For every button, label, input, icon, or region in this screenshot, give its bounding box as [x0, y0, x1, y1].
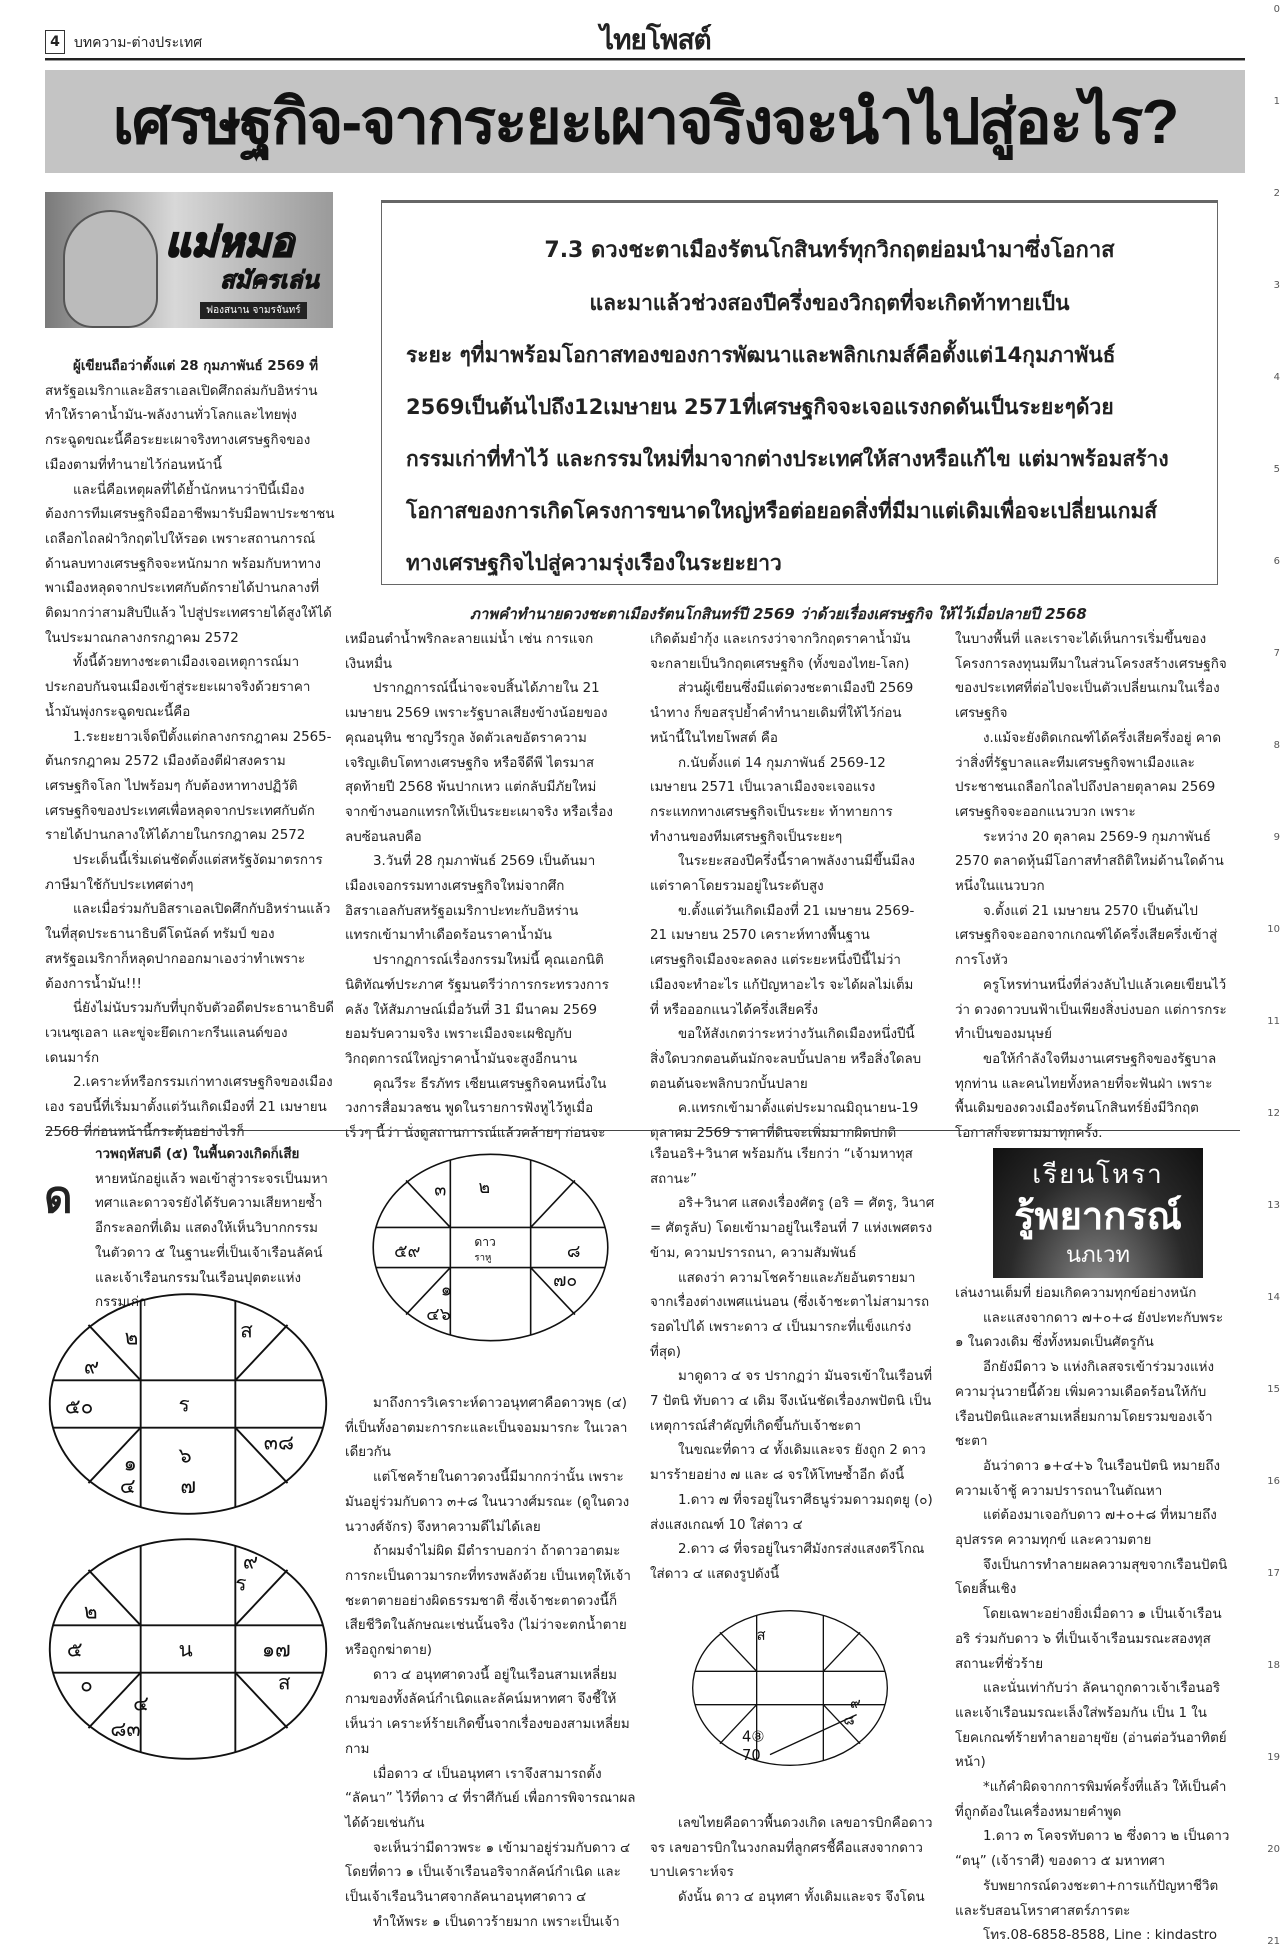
- paragraph: ระหว่าง 20 ตุลาคม 2569-9 กุมภาพันธ์ 2570 ตลาดหุ้นมีโอกาสทำสถิติใหม่ด้านใดด้านหนึ่งในแนวบวก: [955, 829, 1224, 895]
- paragraph: แต่โชคร้ายในดาวดวงนี้มีมากกว่านั้น เพราะมันอยู่ร่วมกับดาว ๓+๘ ในนวางศ์มรณะ (ดูในดวงนวางศ์จักร) จึงหาความดีไม่ได้เลย: [345, 1470, 630, 1535]
- prediction-box: [381, 200, 1218, 585]
- chart-label: ๔๖: [426, 1304, 451, 1325]
- chart-label: ๑๗: [261, 1637, 291, 1662]
- paragraph: อริ+วินาศ แสดงเรื่องศัตรู (อริ = ศัตรู, วินาศ = ศัตรูลับ) โดยเข้ามาอยู่ในเรือนที่ 7 แห่งเพศตรงข้าม, ความปรารถนา, ความสัมพันธ์: [650, 1196, 935, 1261]
- chart-label: ๘: [566, 1242, 581, 1263]
- astro-lead-text: าวพฤหัสบดี (๕) ในพื้นดวงเกิดก็เสีย: [95, 1147, 300, 1162]
- chart-label: ๑: [440, 1280, 452, 1301]
- ruler-mark: 18: [1267, 1660, 1280, 1671]
- ruler-mark: 11: [1267, 1016, 1280, 1027]
- paragraph: เล่นงานเต็มที่ ย่อมเกิดความทุกข์อย่างหนัก: [955, 1286, 1197, 1301]
- box-line: และมาแล้วช่วงสองปีครึ่งของวิกฤตที่จะเกิดท้าทายเป็น: [589, 291, 1070, 315]
- chart-label: ๘: [843, 1711, 855, 1729]
- paragraph: ในบางพื้นที่ และเราจะได้เห็นการเริ่มขึ้นของโครงการลงทุนมหึมาในส่วนโครงสร้างเศรษฐกิจของประเทศที่ต่อไปจะเป็นตัวเปลี่ยนเกมในเรื่องเศรษฐกิจ: [955, 632, 1227, 722]
- paragraph: และแสงจากดาว ๗+๐+๘ ยังปะทะกับพระ ๑ ในดวงเดิม ซึ่งทั้งหมดเป็นศัตรูกัน: [955, 1310, 1224, 1351]
- ruler-mark: 14: [1267, 1292, 1280, 1303]
- paragraph: ทำให้พระ ๑ เป็นดาวร้ายมาก เพราะเป็นเจ้า: [373, 1914, 620, 1930]
- article-column-1: [45, 355, 335, 1146]
- box-line: กรรมเก่าที่ทำไว้ และกรรมใหม่ที่มาจากต่างประเทศให้สางหรือแก้ไข แต่มาพร้อมสร้าง: [406, 447, 1169, 471]
- chart-label: ๙: [850, 1695, 861, 1712]
- chart-label: ๒: [124, 1325, 139, 1350]
- box-line: 7.3 ดวงชะตาเมืองรัตนโกสินทร์ทุกวิกฤตย่อมนำมาซึ่งโอกาส: [544, 238, 1115, 263]
- paragraph: จะเห็นว่ามีดาวพระ ๑ เข้ามาอยู่ร่วมกับดาว ๔ โดยที่ดาว ๑ เป็นเจ้าเรือนอริจากลัคน์กำเนิด และเป็นเจ้าเรือนวินาศจากลัคนาอนุทศาดาว ๔: [345, 1840, 631, 1906]
- chart-divider: [531, 1180, 575, 1227]
- ruler-mark: 8: [1273, 740, 1280, 751]
- chart-label: ๗: [180, 1473, 197, 1498]
- ruler-mark: 16: [1267, 1476, 1280, 1487]
- astro-column-2: [345, 1392, 637, 1935]
- paragraph: ทั้งนี้ด้วยทางชะตาเมืองเจอเหตุการณ์มาประกอบกันจนเมืองเข้าสู่ระยะเผาจริงด้วยราคาน้ำมันพุ่งกระฉูดขณะนี้คือ: [45, 655, 311, 720]
- chart-divider: [720, 1632, 757, 1671]
- paragraph: และนั่นเท่ากับว่า ลัคนาถูกดาวเจ้าเรือนอริและเจ้าเรือนมรณะเล็งใส่พร้อมกัน เป็น 1 ในโยคเกณฑ์ร้ายทำลายอายุขัย (อ่านต่อวันอาทิตย์หน้า): [955, 1681, 1227, 1771]
- header-rule: [45, 58, 1245, 61]
- ruler-mark: 19: [1267, 1752, 1280, 1763]
- chart-label: ส: [756, 1627, 766, 1644]
- chart-divider: [823, 1632, 860, 1671]
- chart-label: ๙: [242, 1549, 259, 1574]
- chart-label: ร: [178, 1392, 190, 1417]
- transit-chart: [690, 1578, 890, 1798]
- paragraph: ประเด็นนี้เริ่มเด่นชัดตั้งแต่สหรัฐงัดมาตรการภาษีมาใช้กับประเทศต่างๆ: [45, 853, 323, 893]
- paragraph: โดยเฉพาะอย่างยิ่งเมื่อดาว ๑ เป็นเจ้าเรือนอริ ร่วมกับดาว ๖ ที่เป็นเจ้าเรือนมรณะสองทุสสถานะที่ชั่วร้าย: [955, 1607, 1222, 1672]
- paragraph: ค.แทรกเข้ามาตั้งแต่ประมาณมิถุนายน-19 ตุลาคม 2569 ราคาที่ดินจะเพิ่มมากผิดปกติ: [650, 1101, 919, 1142]
- ruler-mark: 17: [1267, 1568, 1280, 1579]
- banner-line-2: รู้พยากรณ์: [1014, 1194, 1182, 1238]
- paragraph: ดาว ๔ อนุทศาดวงนี้ อยู่ในเรือนสามเหลี่ยมกามของทั้งลัคน์กำเนิดและลัคน์มหาทศา จึงชี้ให้เห็นว่า เคราะห์ร้ายเกิดขึ้นจากเรื่องของสามเหลี่ยมกาม: [345, 1667, 630, 1757]
- aspect-arrow: [770, 1715, 857, 1755]
- columnist-badge: [45, 192, 333, 328]
- chart-label: ส: [240, 1318, 253, 1343]
- paragraph: และนี่คือเหตุผลที่ได้ย้ำนักหนาว่าปีนี้เมืองต้องการทีมเศรษฐกิจมืออาชีพมารับมือพาประชาชนเถลือกไถลฝ่าวิกฤตไปให้รอด เพราะสถานการณ์ด้านลบทางเศรษฐกิจจะหนักมาก พร้อมกับหาทางพาเมืองหลุดจากประเทศกับดักรายได้ปานกลางที่ติดมากว่าสามสิบปีแล้ว ไปสู่ประเทศรายได้สูงให้ได้ในประมาณกลางกรกฎาคม 2572: [45, 482, 335, 646]
- column-subname: สมัครเล่น: [220, 266, 319, 294]
- paragraph: สหรัฐอเมริกาและอิสราเอลเปิดศึกถล่มกับอิหร่าน ทำให้ราคาน้ำมัน-พลังงานทั่วโลกและไทยพุ่งกระฉูดขณะนี้คือระยะเผาจริงทางเศรษฐกิจของเมืองตามที่ทำนายไว้ก่อนหน้านี้: [45, 383, 318, 473]
- astro-column-3: [650, 1143, 935, 1588]
- chart-label: ๕๐: [64, 1394, 94, 1419]
- chart-label: ๕: [66, 1637, 83, 1662]
- paragraph: เกิดต้มยำกุ้ง และเกรงว่าจากวิกฤตราคาน้ำมันจะกลายเป็นวิกฤตเศรษฐกิจ (ทั้งของไทย-โลก): [650, 632, 911, 672]
- astro-column-banner: [993, 1148, 1203, 1278]
- ruler-mark: 12: [1267, 1108, 1280, 1119]
- paragraph: 1.ดาว ๓ โคจรทับดาว ๒ ซึ่งดาว ๒ เป็นดาว “ตนุ” (เจ้าราศี) ของดาว ๕ มหาทศา: [955, 1829, 1230, 1870]
- chart-label: 70: [742, 1747, 761, 1764]
- section-label: บทความ-ต่างประเทศ: [74, 35, 203, 51]
- newspaper-logo: ไทยโพสต์: [600, 24, 711, 55]
- chart-label: ๓๘: [263, 1430, 295, 1455]
- paragraph: แสดงว่า ความโชคร้ายและภัยอันตรายมาจากเรื่องต่างเพศแน่นอน (ซึ่งเจ้าชะตาไม่สามารถรอดไปได้ เพราะดาว ๔ เป็นมารกะที่แข็งแกร่งที่สุด): [650, 1270, 930, 1360]
- ruler-mark: 6: [1273, 556, 1280, 567]
- paragraph: แต่ต้องมาเจอกับดาว ๗+๐+๘ ที่หมายถึงอุปสรรค ความทุกข์ และความตาย: [955, 1508, 1217, 1549]
- box-line: ทางเศรษฐกิจไปสู่ความรุ่งเรืองในระยะยาว: [406, 551, 782, 575]
- paragraph: ขอให้กำลังใจทีมงานเศรษฐกิจของรัฐบาลทุกท่าน และคนไทยทั้งหลายที่จะฟันฝ่า เพราะพื้นเดิมของดวงเมืองรัตนโกสินทร์ยิ่งมีวิกฤตโอกาสก็จะตามมาทุกครั้ง.: [955, 1051, 1217, 1142]
- astro-lead: [95, 1143, 330, 1311]
- paragraph: ก.นับตั้งแต่ 14 กุมภาพันธ์ 2569-12 เมษายน 2571 เป็นเวลาเมืองจะเจอแรงกระแทกทางเศรษฐกิจเป็นระยะ ท้าทายการทำงานของทีมเศรษฐกิจเป็นระยะๆ: [650, 755, 893, 845]
- paragraph: เรือนอริ+วินาศ พร้อมกัน เรียกว่า “เจ้ามหาทุสสถานะ”: [650, 1147, 913, 1187]
- article-column-3: [650, 628, 922, 1147]
- ruler-mark: 4: [1273, 372, 1280, 383]
- ruler-mark: 5: [1273, 464, 1280, 475]
- chart-label: ๗๐: [553, 1271, 578, 1292]
- birth-chart: [46, 1288, 330, 1520]
- paragraph: 1.ดาว ๗ ที่จรอยู่ในราศีธนูร่วมดาวมฤตยู (๐) ส่งแสงเกณฑ์ 10 ใส่ดาว ๔: [650, 1492, 933, 1533]
- paragraph: ในระยะสองปีครึ่งนี้ราคาพลังงานมีขึ้นมีลง แต่ราคาโดยรวมอยู่ในระดับสูง: [650, 854, 915, 895]
- headline: เศรษฐกิจ-จากระยะเผาจริงจะนำไปสู่อะไร?: [112, 87, 1178, 157]
- chart-label: ดาว: [474, 1234, 496, 1249]
- paragraph: อีกยังมีดาว ๖ แห่งกิเลสจรเข้าร่วมวงแห่งความวุ่นวายนี้ด้วย เพิ่มความเดือดร้อนให้กับเรือนปัตนิและสามเหลี่ยมกามโดยรวมของเจ้าชะตา: [955, 1360, 1215, 1450]
- banner-line-1: เรียนโหรา: [1032, 1160, 1164, 1190]
- column-name: แม่หมอ: [165, 220, 294, 266]
- astro-column-3-cont: [650, 1812, 935, 1911]
- astro-column-4: [955, 1282, 1230, 1949]
- paragraph: 1.ระยะยาวเจ็ดปีตั้งแต่กลางกรกฎาคม 2565-ต้นกรกฎาคม 2572 เมืองต้องตีฝ่าสงครามเศรษฐกิจโลก ไปพร้อมๆ กับต้องหาทางปฏิวัติเศรษฐกิจของประเทศเพื่อหลุดจากประเทศกับดักรายได้ปานกลางให้ได้ภายในกรกฎาคม 2572: [45, 729, 332, 844]
- dasha-chart: [370, 1150, 611, 1345]
- chart-label: ๓: [434, 1180, 447, 1201]
- chart-label: ร: [235, 1571, 247, 1596]
- headline-banner: [45, 70, 1245, 173]
- ruler-mark: 1: [1273, 96, 1280, 107]
- article-lead: ผู้เขียนถือว่าตั้งแต่ 28 กุมภาพันธ์ 2569 ที่: [73, 359, 319, 374]
- navamsa-chart: [46, 1533, 330, 1765]
- paragraph: *แก้คำผิดจากการพิมพ์ครั้งที่แล้ว ให้เป็นคำที่ถูกต้องในเครื่องหมายคำพูด: [955, 1780, 1227, 1820]
- paragraph: มาถึงการวิเคราะห์ดาวอนุทศาคือดาวพุธ (๔) ที่เป็นทั้งอาตมะการกะและเป็นจอมมารกะ ในเวลาเดียวกัน: [345, 1396, 628, 1461]
- paragraph: ครูโหรท่านหนึ่งที่ล่วงลับไปแล้วเคยเขียนไว้ว่า ดวงดาวบนฟ้าเป็นเพียงสิ่งบ่งบอก แต่การกระทำเป็นของมนุษย์: [955, 977, 1227, 1043]
- ruler-mark: 15: [1267, 1384, 1280, 1395]
- paragraph: อันว่าดาว ๑+๔+๖ ในเรือนปัตนิ หมายถึงความเจ้าชู้ ความปรารถนาในตัณหา: [955, 1458, 1220, 1499]
- paragraph: ดังนั้น ดาว ๔ อนุทศา ทั้งเดิมและจร จึงโดน: [678, 1890, 925, 1906]
- ruler-mark: 7: [1273, 648, 1280, 659]
- box-line: โอกาสของการเกิดโครงการขนาดใหญ่หรือต่อยอดสิ่งที่มีมาแต่เดิมเพื่อจะเปลี่ยนเกมส์: [406, 499, 1158, 523]
- section-divider: [45, 1130, 1240, 1131]
- article-column-4: [955, 628, 1227, 1147]
- box-line: 2569เป็นต้นไปถึง12เมษายน 2571ที่เศรษฐกิจจะเจอแรงกดดันเป็นระยะๆด้วย: [406, 395, 1114, 419]
- paragraph: ในขณะที่ดาว ๔ ทั้งเดิมและจร ยังถูก 2 ดาวมารร้ายอย่าง ๗ และ ๘ จรให้โทษซ้ำอีก ดังนี้: [650, 1443, 926, 1484]
- paragraph: และเมื่อร่วมกับอิสราเอลเปิดศึกกับอิหร่านแล้ว ในที่สุดประธานาธิบดีโดนัลด์ ทรัมป์ ของสหรัฐอเมริกาก็หลุดปากออกมาเองว่าทำเพราะต้องการน้ำมัน!!!: [45, 902, 331, 992]
- ruler-mark: 2: [1273, 188, 1280, 199]
- paragraph: 3.วันที่ 28 กุมภาพันธ์ 2569 เป็นต้นมา เมืองเจอกรรมทางเศรษฐกิจใหม่จากศึกอิสราเอลกับสหรัฐอเมริกาปะทะกับอิหร่าน แทรกเข้ามาทำเดือดร้อนราคาน้ำมัน: [345, 854, 596, 944]
- paragraph: มาดูดาว ๔ จร ปรากฏว่า มันจรเข้าในเรือนที่ 7 ปัตนิ ทับดาว ๔ เดิม จึงเน้นชัดเรื่องภพปัตนิ เป็นเหตุการณ์สำคัญที่เกิดขึ้นกับเจ้าชะตา: [650, 1369, 933, 1434]
- chart-label: ๔: [133, 1691, 149, 1716]
- paragraph: ขอให้สังเกตว่าระหว่างวันเกิดเมืองหนึ่งปีนี้ สิ่งใดบวกตอนต้นมักจะลบบั้นปลาย หรือสิ่งใดลบตอนต้นจะพลิกบวกบั้นปลาย: [650, 1027, 922, 1092]
- article-column-2: [345, 628, 613, 1147]
- banner-line-3: นภเวท: [1066, 1243, 1130, 1268]
- chart-label: ๕๙: [394, 1242, 421, 1263]
- chart-label: ๐: [80, 1672, 93, 1697]
- chart-label: ๒: [83, 1599, 98, 1624]
- paragraph: 2.ดาว ๘ ที่จรอยู่ในราศีมังกรส่งแสงตรีโกณใส่ดาว ๔ แสดงรูปดังนี้: [650, 1542, 925, 1582]
- paragraph: ถ้าผมจำไม่ผิด มีตำราบอกว่า ถ้าดาวอาตมะการกะเป็นดาวมารกะที่ทรงพลังด้วย เป็นเหตุให้เจ้าชะตาตายอย่างผิดธรรมชาติ ซึ่งเจ้าชะตาดวงนี้ก็เสียชีวิตในลักษณะเช่นนั้นจริง (ไม่ว่าจะตกน้ำตายหรือถูกฆ่าตาย): [345, 1544, 631, 1659]
- image-caption: ภาพคำทำนายดวงชะตาเมืองรัตนโกสินทร์ปี 2569 ว่าด้วยเรื่องเศรษฐกิจ ให้ไว้เมื่อปลายปี 2568: [470, 605, 1087, 623]
- paragraph: นี่ยังไม่นับรวมกับที่บุกจับตัวอดีตประธานาธิบดีเวเนซุเอลา และขู่จะยึดเกาะกรีนแลนด์ของเดนมาร์ก: [45, 1001, 334, 1066]
- ruler-mark: 3: [1273, 280, 1280, 291]
- paragraph: คุณวีระ ธีรภัทร เซียนเศรษฐกิจคนหนึ่งในวงการสื่อมวลชน พูดในรายการฟังหูไว้หูเมื่อเร็วๆ นี้ว่า นั่งดูสถานการณ์แล้วคล้ายๆ ก่อนจะ: [345, 1076, 607, 1142]
- ruler-mark: 20: [1267, 1844, 1280, 1855]
- paragraph: ปรากฏการณ์นี้น่าจะจบสิ้นได้ภายใน 21 เมษายน 2569 เพราะรัฐบาลเสียงข้างน้อยของคุณอนุทิน ชาญวีรกูล งัดตัวเลขอัตราความเจริญเติบโตทางเศรษฐกิจ หรือจีดีพี ไตรมาสสุดท้ายปี 2568 พ้นปากเหว แต่กลับมีภัยใหม่จากข้างนอกแทรกให้เป็นระยะเผาจริง หรือเรื่องลบซ้อนลบคือ: [345, 681, 613, 845]
- paragraph: เลขไทยคือดาวพื้นดวงเกิด เลขอารบิกคือดาวจร เลขอารบิกในวงกลมที่ลูกศรชี้คือแสงจากดาวบาปเคราะห์จร: [650, 1816, 933, 1881]
- ruler-mark: 13: [1267, 1200, 1280, 1211]
- ruler-mark: 9: [1273, 832, 1280, 843]
- columnist-photo: [63, 210, 158, 328]
- paragraph: เหมือนตำน้ำพริกละลายแม่น้ำ เช่น การแจกเงินหมื่น: [345, 632, 594, 672]
- paragraph: จ.ตั้งแต่ 21 เมษายน 2570 เป็นต้นไป เศรษฐกิจจะออกจากเกณฑ์ได้ครึ่งเสียครึ่งเข้าสู่การโงหัว: [955, 903, 1218, 969]
- chart-label: ๙: [83, 1354, 100, 1379]
- paragraph: ปรากฏการณ์เรื่องกรรมใหม่นี้ คุณเอกนิติ นิติทัณฑ์ประภาศ รัฐมนตรีว่าการกระทรวงการคลัง ให้สัมภาษณ์เมื่อวันที่ 31 มีนาคม 2569 ยอมรับความจริง เพราะเมืองจะเผชิญกับวิกฤตการณ์ใหญ่ราคาน้ำมันจะสูงอีกนาน: [345, 953, 609, 1067]
- paragraph: 2.เคราะห์หรือกรรมเก่าทางเศรษฐกิจของเมืองเอง รอบนี้ที่เริ่มมาตั้งแต่วันเกิดเมืองที่ 21 เมษายน 2568 ที่ก่อนหน้านี้กระตุ้นอย่างไรก็: [45, 1075, 333, 1140]
- drop-cap: ด: [44, 1172, 73, 1223]
- paragraph: รับพยากรณ์ดวงชะตา+การแก้ปัญหาชีวิตและรับสอนโหราศาสตร์ภารตะ: [955, 1878, 1219, 1919]
- paragraph: โทร.08-6858-8588, Line : kindastro: [983, 1928, 1218, 1944]
- ruler-mark: 10: [1267, 924, 1280, 935]
- chart-label: ๑: [123, 1451, 137, 1476]
- chart-label: ๘๓: [110, 1717, 141, 1742]
- chart-label: ส: [277, 1670, 291, 1695]
- paragraph: ข.ตั้งแต่วันเกิดเมืองที่ 21 เมษายน 2569-21 เมษายน 2570 เคราะห์ทางพื้นฐานเศรษฐกิจเมืองจะลดลง แต่ระยะหนึ่งปีนี้ไม่ว่าเมืองจะทำอะไร แก้ปัญหาอะไร จะได้ผลไม่เต็มที่ หรือออกแนวได้ครึ่งเสียครึ่ง: [650, 903, 915, 1018]
- box-line: ระยะ ๆที่มาพร้อมโอกาสทองของการพัฒนาและพลิกเกมส์คือตั้งแต่14กุมภาพันธ์: [406, 343, 1116, 367]
- paragraph: จึงเป็นการทำลายผลความสุขจากเรือนปัตนิโดยสิ้นเชิง: [955, 1557, 1228, 1598]
- chart-label: ๒: [478, 1177, 491, 1198]
- ruler-mark: 21: [1267, 1936, 1280, 1947]
- chart-label: ๖: [178, 1443, 192, 1468]
- chart-label: น: [178, 1637, 193, 1662]
- chart-label: ราหู: [474, 1252, 492, 1264]
- author-name: ฟองสนาน จามรจันทร์: [200, 302, 307, 319]
- chart-label: 4⑧: [742, 1728, 765, 1746]
- page-ruler: [1264, 0, 1280, 1947]
- chart-label: ๔: [119, 1473, 136, 1498]
- paragraph: เมื่อดาว ๔ เป็นอนุทศา เราจึงสามารถตั้ง “ลัคนา” ไว้ที่ดาว ๔ ที่ราศีกันย์ เพื่อการพิจารณาผลได้ด้วยเช่นกัน: [345, 1766, 636, 1831]
- paragraph: ส่วนผู้เขียนซึ่งมีแต่ดวงชะตาเมืองปี 2569 นำทาง ก็ขอสรุปย้ำคำทำนายเดิมที่ให้ไว้ก่อนหน้านี้ในไทยโพสต์ คือ: [650, 681, 914, 746]
- page-number: 4: [45, 30, 65, 54]
- paragraph: หายหนักอยู่แล้ว พอเข้าสู่วาระจรเป็นมหาทศาและดาวจรยังได้รับความเสียหายซ้ำอีกระลอกที่เดิม แสดงให้เห็นวิบากกรรมในตัวดาว ๕ ในฐานะที่เป็นเจ้าเรือนลัคน์และเจ้าเรือนกรรมในเรือนปุตตะแห่งกรรมเก่า: [95, 1171, 328, 1311]
- paragraph: ง.แม้จะยังติดเกณฑ์ได้ครึ่งเสียครึ่งอยู่ คาดว่าสิ่งที่รัฐบาลและทีมเศรษฐกิจพาเมืองและประชาชนเถลือกไถลไปถึงปลายตุลาคม 2569 เศรษฐกิจจะออกแนวบวก เพราะ: [955, 730, 1222, 820]
- ruler-mark: 0: [1273, 4, 1280, 15]
